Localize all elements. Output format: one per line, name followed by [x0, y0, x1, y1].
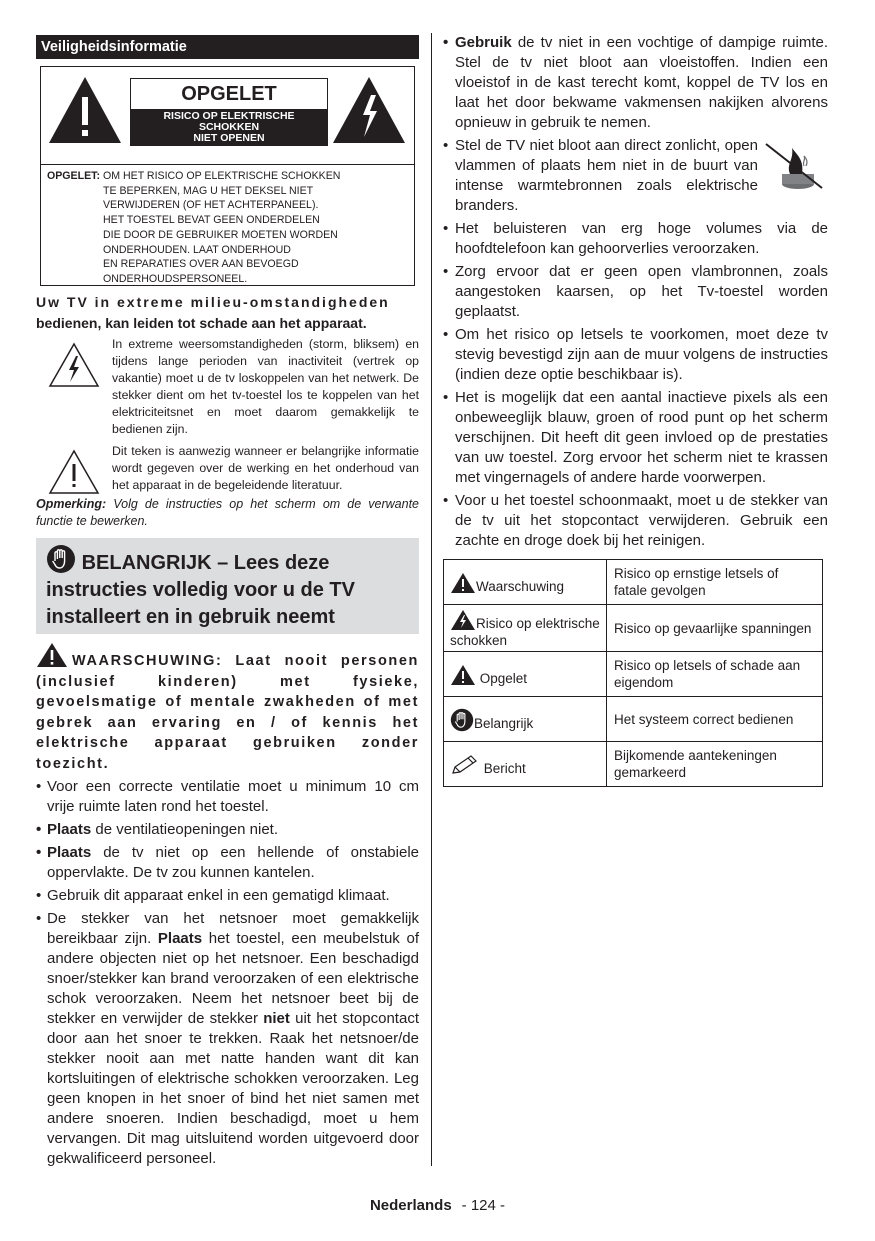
warning-line: OM HET RISICO OP ELEKTRISCHE SCHOKKEN	[102, 170, 341, 182]
page-number: - 124 -	[461, 1197, 506, 1214]
legend-label-cell	[444, 560, 607, 605]
legend-desc-cell: Het systeem correct bedienen	[607, 697, 823, 742]
opgelet-subtitle-line: RISICO OP ELEKTRISCHE	[163, 110, 295, 122]
left-column	[36, 35, 419, 1172]
note-label: Opmerking:	[36, 497, 107, 512]
list-item-bold: Plaats	[47, 844, 92, 862]
lightning-triangle-icon	[48, 342, 100, 388]
legend-desc-cell: Risico op letsels of schade aan eigendom	[607, 652, 823, 697]
section-header: Veiligheidsinformatie	[36, 35, 419, 59]
important-heading-text: BELANGRIJK – Lees deze instructies volledig voor u de TV installeert en in gebruik neemt	[46, 552, 355, 629]
warning-line: ONDERHOUDEN. LAAT ONDERHOUD	[102, 243, 291, 256]
legend-desc-cell: Bijkomende aantekeningen gemarkeerd	[607, 742, 823, 787]
list-item-text: Om het risico op letsels te voorkomen, moet deze tv stevig bevestigd zijn aan de muur volgens de instructies (indien deze optie beschikbaar is).	[455, 326, 828, 383]
list-item	[443, 219, 828, 259]
caution-heading	[36, 292, 419, 334]
list-item-bold: Gebruik	[455, 34, 512, 51]
right-column	[443, 33, 828, 787]
column-divider	[431, 33, 432, 1166]
no-fire-icon	[760, 136, 828, 194]
warning-line: HET TOESTEL BEVAT GEEN ONDERDELEN	[102, 214, 320, 227]
warning-box-label: OPGELET:	[47, 170, 100, 182]
warning-box-body	[41, 165, 414, 287]
opgelet-subtitle	[131, 109, 327, 144]
note-text: Volg de instructies op het scherm om de verwante functie te bewerken.	[36, 497, 419, 529]
exclamation-triangle-icon	[48, 449, 100, 495]
list-item	[36, 886, 419, 906]
warning-line: EN REPARATIES OVER AAN BEVOEGD	[102, 258, 299, 271]
list-item-bold: niet	[263, 1010, 290, 1028]
list-item-text: de tv niet op een hellende of onstabiele oppervlakte. De tv zou kunnen kantelen.	[47, 844, 419, 882]
page-footer	[0, 1197, 875, 1214]
important-heading	[36, 538, 419, 634]
lightning-triangle-icon	[331, 75, 407, 145]
list-item	[36, 909, 419, 1169]
list-item	[443, 491, 828, 551]
exclamation-info	[36, 443, 419, 495]
pencil-icon	[450, 754, 480, 776]
opgelet-subtitle-line: NIET OPENEN	[193, 132, 265, 144]
exclamation-text: Dit teken is aanwezig wanneer er belangrijke informatie wordt gegeven over de werking en het onderhoud van het apparaat in de begeleidende literatuur.	[112, 444, 419, 493]
legend-desc-cell: Risico op gevaarlijke spanningen	[607, 605, 823, 652]
warning-line: VERWIJDEREN (OF HET ACHTERPANEEL).	[102, 199, 319, 212]
hand-stop-icon	[46, 544, 76, 574]
lightning-info	[36, 336, 419, 437]
caution-heading-line1: Uw TV in extreme milieu-omstandigheden	[36, 294, 390, 310]
list-item	[36, 843, 419, 883]
legend-label-cell	[444, 605, 607, 652]
list-item-text: Gebruik dit apparaat enkel in een gematigd klimaat.	[47, 887, 390, 905]
list-item	[443, 136, 828, 216]
legend-desc-cell: Risico op ernstige letsels of fatale gevolgen	[607, 560, 823, 605]
list-item-text: de tv niet in een vochtige of dampige ruimte. Stel de tv niet bloot aan vloeistoffen. Indien een vloeistof in de kast terecht komt, koppel de TV los en laat het door bekwame vakmensen nakijken alvorens opnieuw in gebruik te nemen.	[455, 34, 828, 131]
warning-title: WAARSCHUWING:	[72, 653, 223, 670]
list-item	[443, 262, 828, 322]
list-item-text: uit het stopcontact door aan het snoer te trekken. Raak het netsnoer/de stekker nooit aan met natte handen want dit kan kortsluitingen of elektrische schokken veroorzaken. Leg geen knopen in het snoer of bind het niet samen met andere snoeren. Indien beschadigd, moet u hem vervangen. Dit mag uitsluitend worden uitgevoerd door gekwalificeerd personeel.	[47, 1010, 419, 1168]
list-item-text: Voor u het toestel schoonmaakt, moet u de stekker van de tv uit het stopcontact verwijderen. Gebruik een zachte en droge doek bij het reinigen.	[455, 492, 828, 549]
list-item-bold: Plaats	[157, 930, 203, 948]
list-item-text: Zorg ervoor dat er geen open vlambronnen, zoals aangestoken kaarsen, op het Tv-toestel worden geplaatst.	[455, 263, 828, 320]
legend-label: Bericht	[483, 760, 526, 776]
list-item-text: de ventilatieopeningen niet.	[91, 821, 279, 839]
lightning-triangle-icon	[450, 609, 476, 631]
table-row	[444, 560, 823, 605]
opgelet-title: OPGELET	[131, 79, 327, 109]
opgelet-subtitle-line: SCHOKKEN	[198, 121, 260, 133]
legend-label: Waarschuwing	[476, 578, 565, 594]
hand-stop-icon	[450, 708, 474, 732]
warning-triangle-icon	[36, 642, 68, 668]
legend-label: Opgelet	[479, 670, 528, 686]
note	[36, 496, 419, 530]
table-row	[444, 697, 823, 742]
table-row	[444, 652, 823, 697]
list-item-bold: Plaats	[47, 821, 92, 839]
lightning-text: In extreme weersomstandigheden (storm, bliksem) en tijdens lange perioden van inactiviteit (vertrek op vakantie) moet u de tv loskoppelen van het netwerk. De stekker dient om het tv-toestel los te koppelen van het elektriciteitsnet en moet daarom gemakkelijk te bedienen zijn.	[112, 337, 419, 436]
warning-box-top	[41, 67, 414, 165]
exclamation-triangle-icon	[47, 75, 123, 145]
list-item-text: De stekker van het netsnoer moet gemakkelijk bereikbaar zijn.	[47, 910, 419, 948]
table-row	[444, 605, 823, 652]
legend-label-cell	[444, 652, 607, 697]
list-item-text: Het is mogelijk dat een aantal inactieve pixels als een onbeweeglijk blauw, groen of rood punt op het scherm verschijnen. Dit heeft dit geen invloed op de prestaties van uw toestel. Zorg ervoor het scherm niet te krassen met vingernagels of andere harde voorwerpen.	[455, 389, 828, 486]
legend-label-cell	[444, 742, 607, 787]
warning-line: TE BEPERKEN, MAG U HET DEKSEL NIET	[102, 184, 314, 197]
right-bullet-list	[443, 33, 828, 551]
list-item-text: Voor een correcte ventilatie moet u minimum 10 cm vrije ruimte laten rond het toestel.	[47, 778, 419, 816]
table-row	[444, 742, 823, 787]
symbol-legend-table	[443, 559, 823, 787]
warning-paragraph	[36, 642, 419, 774]
list-item	[443, 325, 828, 385]
list-item	[443, 388, 828, 488]
list-item-text: Het beluisteren van erg hoge volumes via de hoofdtelefoon kan gehoorverlies veroorzaken.	[455, 220, 828, 257]
warning-box-text	[103, 169, 340, 287]
list-item	[36, 820, 419, 840]
caution-triangle-icon	[450, 664, 476, 686]
opgelet-label	[130, 78, 328, 146]
warning-line: DIE DOOR DE GEBRUIKER MOETEN WORDEN	[102, 228, 338, 241]
legend-label-cell	[444, 697, 607, 742]
footer-language: Nederlands	[369, 1197, 452, 1214]
list-item-text: Stel de TV niet bloot aan direct zonlicht, open vlammen of plaats hem niet in de buurt van intense warmtebronnen zoals elektrische branders.	[455, 137, 758, 214]
warning-text: Laat nooit personen (inclusief kinderen) met fysieke, gevoelsmatige of mentale zwakheden of met gebrek aan ervaring en / of kennis het elektrische apparaat gebruiken zonder toezicht.	[36, 653, 419, 772]
warning-line: ONDERHOUDSPERSONEEL.	[102, 272, 248, 285]
list-item-text: het toestel, een meubelstuk of andere objecten niet op het netsnoer. Een beschadigd snoer/stekker kan brand veroorzaken of een elektrische schok veroorzaken. Neem het netsnoer beet bij de stekker en verwijder de stekker	[47, 930, 419, 1028]
caution-heading-line2: bedienen, kan leiden tot schade aan het apparaat.	[36, 315, 367, 331]
list-item	[443, 33, 828, 133]
list-item	[36, 777, 419, 817]
legend-label: Risico op elektrische schokken	[450, 616, 600, 648]
left-bullet-list	[36, 777, 419, 1169]
warning-triangle-icon	[450, 572, 476, 594]
warning-box	[40, 66, 415, 286]
legend-label: Belangrijk	[474, 716, 534, 731]
